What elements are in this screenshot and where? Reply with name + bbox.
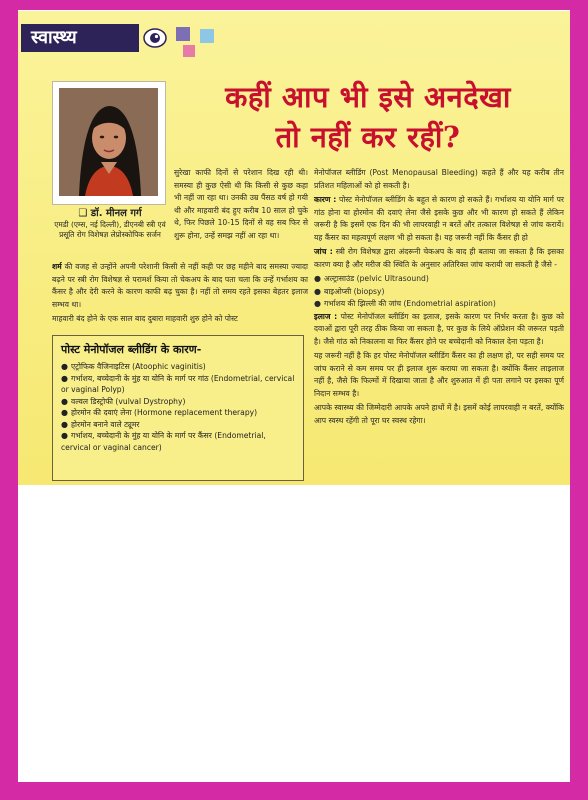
author-photo-card: [52, 81, 166, 205]
awareness-paragraph: यह जरूरी नहीं है कि हर पोस्ट मेनोपॉजल ब्लीडिंग कैंसर का ही लक्षण हो, पर सही समय पर जांच कराने से कम समय पर ही इलाज शुरू कराया जा सकता है। क्योंकि कैंसर लाइलाज नहीं है, जैसे कि फिल्मों में दिखाया जाता है और शुरुआत में ही पता लगाने पर इसका पूर्ण निदान सम्भव है।: [314, 351, 564, 398]
bullet-icon: ●: [314, 274, 321, 283]
bullet-icon: ●: [61, 419, 68, 429]
right-column: [314, 167, 564, 429]
left-column-bottom: [52, 261, 308, 328]
bullet-icon: ●: [314, 286, 321, 296]
bullet-icon: ●: [314, 299, 321, 308]
author-credentials: एमडी (एम्स, नई दिल्ली), डीएनबी स्त्री एवं प्रसूति रोग विशेषज्ञ लेप्रोस्कोपिक सर्जन: [54, 220, 166, 239]
tests-list-item: [314, 286, 564, 299]
newspaper-clipping: [18, 11, 570, 485]
causes-title: पोस्ट मेनोपॉजल ब्लीडिंग के कारण-: [61, 343, 202, 356]
author-caption: [48, 207, 172, 240]
eye-icon: [143, 26, 167, 50]
causes-list-item: [61, 361, 297, 373]
cause-label: कारण :: [314, 195, 337, 204]
causes-list-item: [61, 373, 297, 396]
right-intro: मेनोपॉजल ब्लीडिंग (Post Menopausal Bleeding) कहते हैं और यह करीब तीन प्रतिशत महिलाओं को हो सकती है।: [314, 168, 564, 190]
causes-list-item: [61, 430, 297, 453]
cause-text: होरमोन की दवाएं लेना (Hormone replacement therapy): [70, 408, 258, 417]
cause-text: एट्रोफिक वैजिनाइटिस (Atoophic vaginitis): [70, 362, 206, 371]
continuation-paragraph: माहवारी बंद होने के एक साल बाद दुबारा माहवारी शुरु होने को पोस्ट: [52, 314, 238, 323]
story-lead-word: शर्म: [52, 262, 62, 271]
bullet-icon: ●: [61, 431, 68, 440]
cause-paragraph: [314, 194, 564, 244]
cause-text: होरमोन बनाने वाले ट्यूमर: [70, 419, 140, 429]
author-photo: [59, 88, 158, 196]
test-paragraph: [314, 246, 564, 271]
test-body: स्त्री रोग विशेषज्ञ द्वारा अंदरूनी चेकअप के बाद ही बताया जा सकता है कि इसका कारण क्या है और मरीज की स्थिति के अनुसार अतिरिक्त जांच करायी जा सकती है जैसे -: [314, 247, 564, 269]
tests-list: [314, 273, 564, 311]
decor-square-purple: [176, 27, 190, 41]
left-column-top: [174, 167, 308, 244]
intro-paragraph: सुरेखा काफी दिनों से परेशान दिख रही थी। समस्या ही कुछ ऐसी थी कि किसी से कुछ कहा भी नहीं जा रहा था। उनकी उम्र पैंसठ वर्ष हो गयी थी और माहवारी बंद हुए करीब 10 साल हो चुके थे, फिर पिछले 10-15 दिनों से वह सब फिर से शुरू होना, उन्हें समझ नहीं आ रहा था।: [174, 168, 308, 240]
test-text: बाइओप्सी (biopsy): [323, 286, 385, 296]
bullet-icon: ●: [61, 373, 68, 383]
treatment-body: पोस्ट मेनोपॉजल ब्लीडिंग का इलाज, इसके कारण पर निर्भर करता है। कुछ को दवाओं द्वारा पूरी तरह ठीक किया जा सकता है, पर कुछ के लिये ऑप्रेशन की जरूरत पड़ती है। जैसे गांठ को निकालना या फिर कैंसर होने पर बच्चेदानी को निकाल देना पड़ता है।: [314, 311, 564, 346]
bullet-icon: ●: [61, 408, 68, 417]
causes-list-item: [61, 407, 297, 419]
causes-list: [53, 361, 303, 453]
tests-list-item: [314, 298, 564, 311]
test-label: जांच :: [314, 247, 333, 256]
story-paragraph: शर्म की वजह से उन्होंने अपनी परेशानी किसी से नहीं कही पर छह महीने बाद समस्या ज्यादा बढ़ने पर स्त्री रोग विशेषज्ञ से परामर्श किया तो चेकअप के बाद पता चला कि उन्हें गर्भाशय का कैंसर है और देरी करने के कारण काफी बढ़ चुका है। नहीं तो समय रहते इसका बेहतर इलाज सम्भव था।: [52, 262, 308, 309]
bullet-icon: ●: [61, 396, 68, 406]
treatment-label: इलाज :: [314, 311, 338, 321]
test-text: अल्ट्रासाउंड (pelvic Ultrasound): [323, 274, 429, 283]
causes-list-item: [61, 396, 297, 408]
headline-line-1: कहीं आप भी इसे अनदेखा: [225, 80, 511, 114]
tests-list-item: [314, 273, 564, 286]
decor-square-pink: [183, 45, 195, 57]
author-name: ❑ डॉ. मीनल गर्ग: [78, 208, 142, 219]
decor-square-blue: [200, 29, 214, 43]
cause-body: पोस्ट मेनोपॉजल ब्लीडिंग के बहुत से कारण हो सकते हैं। गर्भाशय या योनि मार्ग पर गांठ होना या होरमोन की दवाएं लेना जैसे इसके कुछ और भी कारण हो सकते हैं लेकिन जरूरी है कि इसमें एक दिन की भी लापरवाही न बरतें और तत्काल विशेषज्ञ से जांच करायें। यह कैंसर का महत्वपूर्ण लक्षण भी हो सकता है। यह जरूरी नहीं कि कैंसर ही हो: [314, 195, 564, 242]
cause-text: गर्भाशय, बच्चेदानी के मुंह या योनि के मार्ग पर गांठ (Endometrial, cervical or vaginal Polyp): [61, 373, 295, 394]
cause-text: वल्वल डिस्ट्रोफी (vulval Dystrophy): [70, 396, 186, 406]
causes-list-item: [61, 419, 297, 431]
bullet-icon: ●: [61, 362, 68, 371]
causes-box: [52, 335, 304, 481]
cause-text: गर्भाशय, बच्चेदानी के मुंह या योनि के मार्ग पर कैंसर (Endometrial, cervical or vaginal cancer): [61, 431, 266, 452]
headline-line-2: तो नहीं कर रहीं?: [275, 120, 461, 154]
test-text: गर्भाशय की झिल्ली की जांच (Endometrial aspiration): [323, 299, 496, 308]
section-label: स्वास्थ्य: [21, 24, 139, 52]
closing-paragraph: आपके स्वास्थ्य की जिम्मेदारी आपके अपने हाथों में है। इसमें कोई लापरवाही न बरतें, क्योंकि आप स्वस्थ रहेंगी तो पूरा घर स्वस्थ रहेगा।: [314, 403, 564, 425]
headline: [168, 77, 568, 157]
treatment-paragraph: [314, 311, 564, 349]
